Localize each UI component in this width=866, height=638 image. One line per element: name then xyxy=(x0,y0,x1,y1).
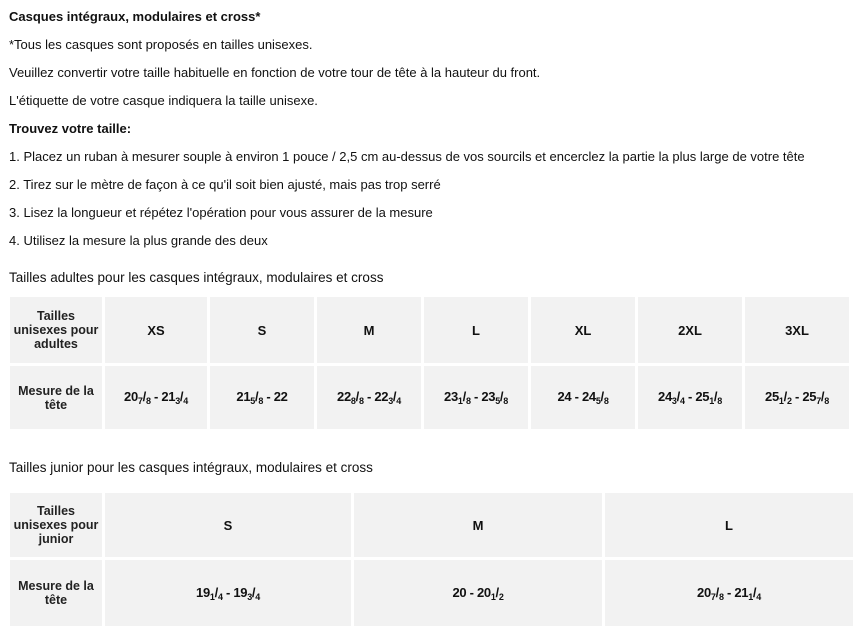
step-1: 1. Placez un ruban à mesurer souple à environ 1 pouce / 2,5 cm au-dessus de vos sourcils et encerclez la partie la plus large de votre tête xyxy=(9,149,805,164)
junior-size-cell: S xyxy=(105,493,351,557)
find-size-heading: Trouvez votre taille: xyxy=(9,121,132,136)
adult-measure-value: $23_1/_8 - 23_5/_8$ xyxy=(444,389,508,406)
adult-size-cell: M xyxy=(317,297,421,363)
junior-size-table xyxy=(7,490,856,629)
adult-table-caption: Tailles adultes pour les casques intégraux, modulaires et cross xyxy=(9,270,384,285)
adult-size-cell: 3XL xyxy=(745,297,849,363)
adult-measure-label: Mesure de la tête xyxy=(10,366,102,429)
page-title: Casques intégraux, modulaires et cross* xyxy=(9,9,261,24)
junior-table-caption: Tailles junior pour les casques intégraux, modulaires et cross xyxy=(9,460,373,475)
junior-size-label: Tailles unisexes pour junior xyxy=(10,493,102,557)
intro-line-2: Veuillez convertir votre taille habituelle en fonction de votre tour de tête à la hauteur du front. xyxy=(9,65,541,80)
adult-size-cell: XL xyxy=(531,297,635,363)
junior-measure-value: $19_1/_4 - 19_3/_4$ xyxy=(196,584,260,602)
step-2: 2. Tirez sur le mètre de façon à ce qu'il soit bien ajusté, mais pas trop serré xyxy=(9,177,441,192)
junior-measure-value: $20_7/_8 - 21_1/_4$ xyxy=(697,584,761,602)
intro-line-1: *Tous les casques sont proposés en tailles unisexes. xyxy=(9,37,313,52)
junior-size-cell: L xyxy=(605,493,853,557)
adult-measure-value: $25_1/_2 - 25_7/_8$ xyxy=(765,389,829,406)
adult-measure-value: $24 - 24_5/_8$ xyxy=(557,389,609,406)
adult-size-cell: L xyxy=(424,297,528,363)
adult-measure-row xyxy=(10,366,849,429)
adult-measure-value: $22_8/_8 - 22_3/_4$ xyxy=(337,389,401,406)
junior-measure-value: $20 - 20_1/_2$ xyxy=(452,584,504,602)
adult-size-label: Tailles unisexes pour adultes xyxy=(10,297,102,363)
adult-size-row xyxy=(10,297,849,363)
junior-measure-row xyxy=(10,560,853,626)
adult-size-cell: XS xyxy=(105,297,207,363)
step-4: 4. Utilisez la mesure la plus grande des deux xyxy=(9,233,268,248)
adult-size-table xyxy=(7,294,852,432)
adult-measure-value: $24_3/_4 - 25_1/_8$ xyxy=(658,389,722,406)
junior-size-cell: M xyxy=(354,493,602,557)
adult-measure-value: $20_7/_8 - 21_3/_4$ xyxy=(124,389,188,406)
adult-size-cell: S xyxy=(210,297,314,363)
intro-line-3: L'étiquette de votre casque indiquera la taille unisexe. xyxy=(9,93,318,108)
step-3: 3. Lisez la longueur et répétez l'opération pour vous assurer de la mesure xyxy=(9,205,433,220)
junior-measure-label: Mesure de la tête xyxy=(10,560,102,626)
junior-size-row xyxy=(10,493,853,557)
adult-measure-value: $21_5/_8 - 22$ xyxy=(236,389,288,406)
adult-size-cell: 2XL xyxy=(638,297,742,363)
